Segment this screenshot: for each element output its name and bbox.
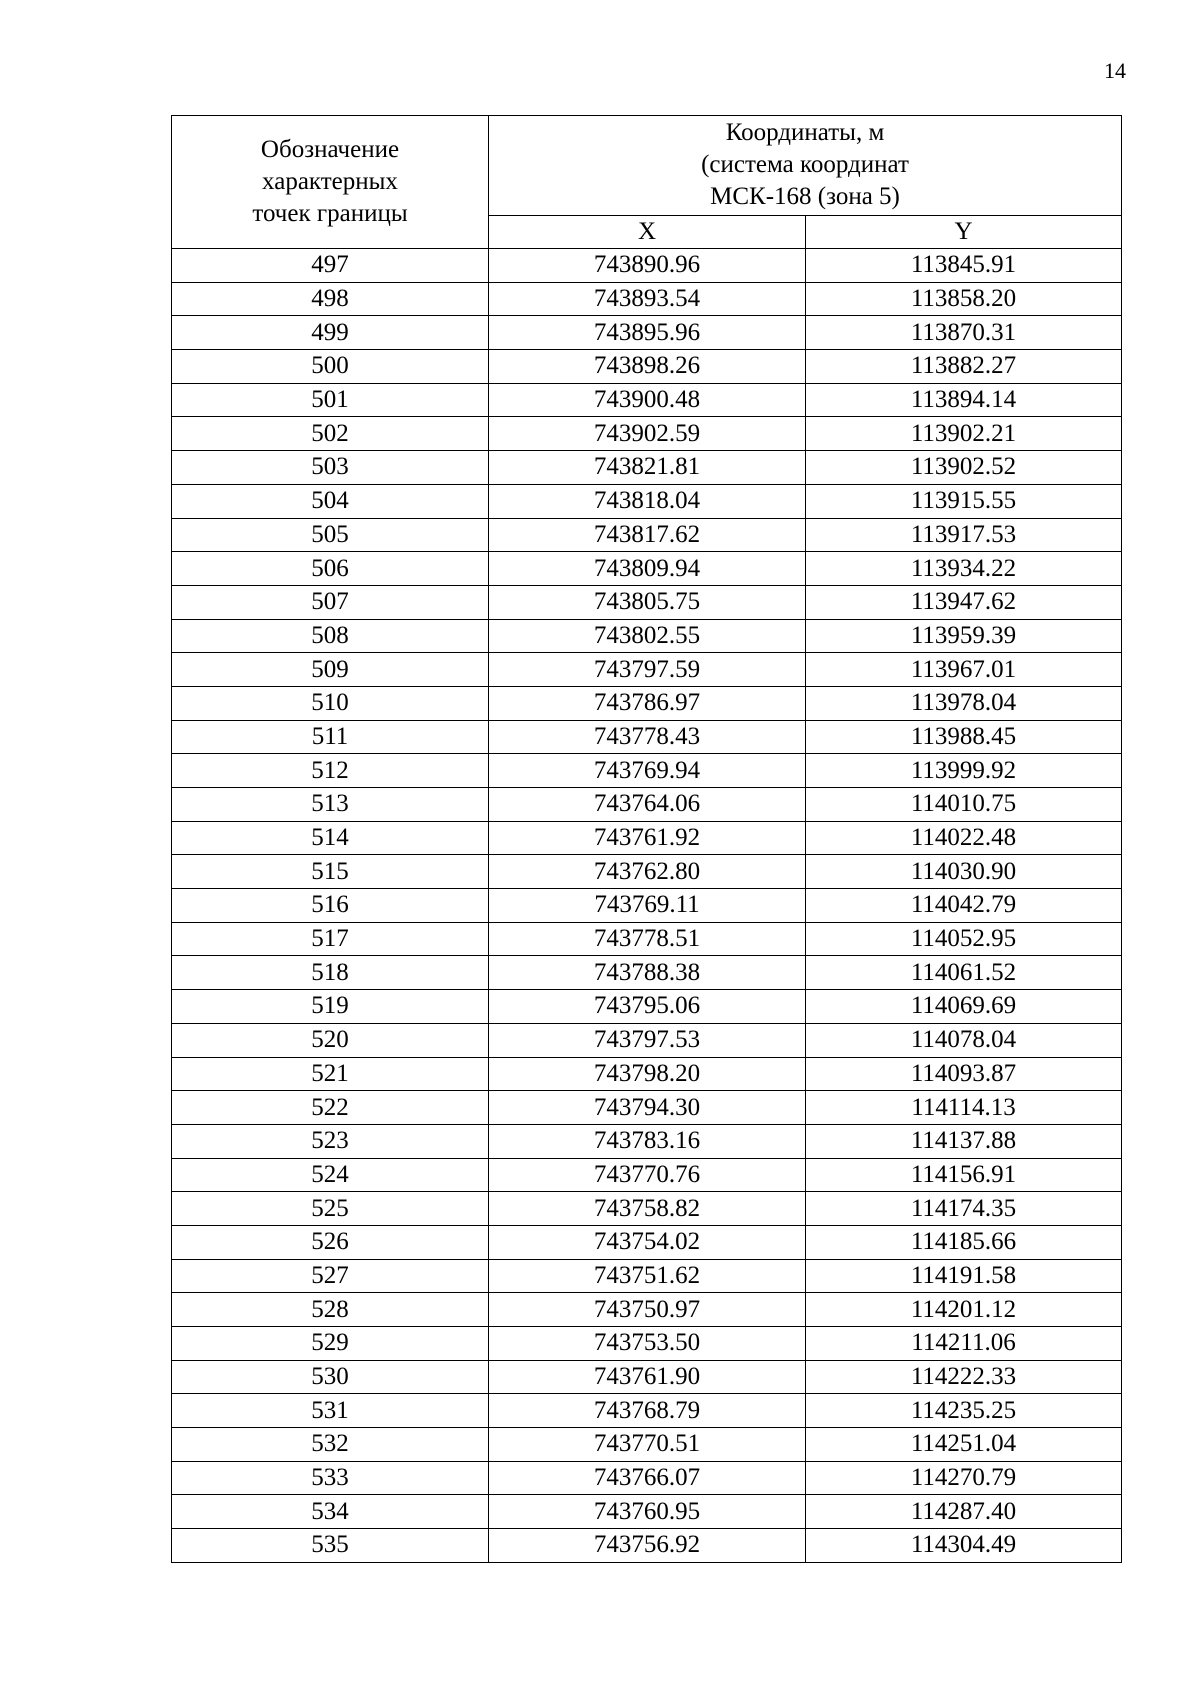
point-cell: 512 bbox=[172, 754, 489, 788]
point-cell: 523 bbox=[172, 1124, 489, 1158]
point-cell: 530 bbox=[172, 1360, 489, 1394]
table-row bbox=[172, 1091, 1122, 1125]
x-cell: 743794.30 bbox=[489, 1091, 806, 1125]
y-cell: 114069.69 bbox=[806, 990, 1122, 1024]
y-cell: 114022.48 bbox=[806, 821, 1122, 855]
header-coordinates bbox=[489, 116, 1122, 216]
y-cell: 114185.66 bbox=[806, 1225, 1122, 1259]
x-cell: 743898.26 bbox=[489, 350, 806, 384]
table-row bbox=[172, 518, 1122, 552]
x-cell: 743770.51 bbox=[489, 1428, 806, 1462]
table-row bbox=[172, 754, 1122, 788]
y-cell: 114191.58 bbox=[806, 1259, 1122, 1293]
table-row bbox=[172, 282, 1122, 316]
point-cell: 522 bbox=[172, 1091, 489, 1125]
x-cell: 743758.82 bbox=[489, 1192, 806, 1226]
table-body bbox=[172, 249, 1122, 1563]
header-designation bbox=[172, 116, 489, 249]
point-cell: 528 bbox=[172, 1293, 489, 1327]
point-cell: 515 bbox=[172, 855, 489, 889]
x-cell: 743778.43 bbox=[489, 720, 806, 754]
x-cell: 743818.04 bbox=[489, 484, 806, 518]
x-cell: 743786.97 bbox=[489, 686, 806, 720]
table-row bbox=[172, 451, 1122, 485]
table-row bbox=[172, 1394, 1122, 1428]
table-row bbox=[172, 619, 1122, 653]
header-coordinates-line: МСК-168 (зона 5) bbox=[710, 183, 900, 211]
y-cell: 114061.52 bbox=[806, 956, 1122, 990]
x-cell: 743900.48 bbox=[489, 383, 806, 417]
y-cell: 114235.25 bbox=[806, 1394, 1122, 1428]
point-cell: 516 bbox=[172, 889, 489, 923]
x-cell: 743797.53 bbox=[489, 1023, 806, 1057]
point-cell: 526 bbox=[172, 1225, 489, 1259]
y-cell: 113978.04 bbox=[806, 686, 1122, 720]
y-cell: 114042.79 bbox=[806, 889, 1122, 923]
y-cell: 114078.04 bbox=[806, 1023, 1122, 1057]
y-cell: 114251.04 bbox=[806, 1428, 1122, 1462]
y-cell: 114010.75 bbox=[806, 788, 1122, 822]
x-cell: 743760.95 bbox=[489, 1495, 806, 1529]
y-cell: 114114.13 bbox=[806, 1091, 1122, 1125]
header-designation-line: Обозначение bbox=[260, 136, 400, 163]
y-cell: 114052.95 bbox=[806, 922, 1122, 956]
x-cell: 743788.38 bbox=[489, 956, 806, 990]
table-row bbox=[172, 1225, 1122, 1259]
x-cell: 743809.94 bbox=[489, 552, 806, 586]
point-cell: 505 bbox=[172, 518, 489, 552]
y-cell: 114030.90 bbox=[806, 855, 1122, 889]
y-cell: 113894.14 bbox=[806, 383, 1122, 417]
table-row bbox=[172, 1495, 1122, 1529]
y-cell: 113988.45 bbox=[806, 720, 1122, 754]
header-x: X bbox=[489, 215, 806, 248]
y-cell: 113858.20 bbox=[806, 282, 1122, 316]
table-row bbox=[172, 350, 1122, 384]
table-row bbox=[172, 788, 1122, 822]
y-cell: 113934.22 bbox=[806, 552, 1122, 586]
y-cell: 114304.49 bbox=[806, 1529, 1122, 1563]
table-row bbox=[172, 855, 1122, 889]
x-cell: 743797.59 bbox=[489, 653, 806, 687]
point-cell: 509 bbox=[172, 653, 489, 687]
y-cell: 113870.31 bbox=[806, 316, 1122, 350]
table-row bbox=[172, 383, 1122, 417]
header-coordinates-line: (система координат bbox=[701, 151, 909, 179]
y-cell: 114093.87 bbox=[806, 1057, 1122, 1091]
x-cell: 743798.20 bbox=[489, 1057, 806, 1091]
x-cell: 743778.51 bbox=[489, 922, 806, 956]
table-row bbox=[172, 720, 1122, 754]
table-row bbox=[172, 889, 1122, 923]
x-cell: 743750.97 bbox=[489, 1293, 806, 1327]
x-cell: 743751.62 bbox=[489, 1259, 806, 1293]
point-cell: 506 bbox=[172, 552, 489, 586]
x-cell: 743805.75 bbox=[489, 585, 806, 619]
y-cell: 113882.27 bbox=[806, 350, 1122, 384]
x-cell: 743817.62 bbox=[489, 518, 806, 552]
header-row-top bbox=[172, 116, 1122, 216]
table-row bbox=[172, 417, 1122, 451]
header-coordinates-line: Координаты, м bbox=[725, 119, 885, 147]
table-row bbox=[172, 1057, 1122, 1091]
coordinates-table bbox=[171, 115, 1122, 1563]
table-row bbox=[172, 1158, 1122, 1192]
y-cell: 114287.40 bbox=[806, 1495, 1122, 1529]
y-cell: 113959.39 bbox=[806, 619, 1122, 653]
point-cell: 510 bbox=[172, 686, 489, 720]
x-cell: 743802.55 bbox=[489, 619, 806, 653]
point-cell: 508 bbox=[172, 619, 489, 653]
table-row bbox=[172, 1124, 1122, 1158]
point-cell: 517 bbox=[172, 922, 489, 956]
y-cell: 114211.06 bbox=[806, 1327, 1122, 1361]
point-cell: 518 bbox=[172, 956, 489, 990]
point-cell: 535 bbox=[172, 1529, 489, 1563]
point-cell: 502 bbox=[172, 417, 489, 451]
y-cell: 114222.33 bbox=[806, 1360, 1122, 1394]
table-row bbox=[172, 653, 1122, 687]
x-cell: 743762.80 bbox=[489, 855, 806, 889]
table-row bbox=[172, 249, 1122, 283]
table-row bbox=[172, 956, 1122, 990]
x-cell: 743783.16 bbox=[489, 1124, 806, 1158]
point-cell: 498 bbox=[172, 282, 489, 316]
table-row bbox=[172, 1293, 1122, 1327]
y-cell: 114137.88 bbox=[806, 1124, 1122, 1158]
x-cell: 743756.92 bbox=[489, 1529, 806, 1563]
point-cell: 533 bbox=[172, 1461, 489, 1495]
x-cell: 743766.07 bbox=[489, 1461, 806, 1495]
x-cell: 743902.59 bbox=[489, 417, 806, 451]
x-cell: 743770.76 bbox=[489, 1158, 806, 1192]
y-cell: 113999.92 bbox=[806, 754, 1122, 788]
table-row bbox=[172, 1428, 1122, 1462]
table-row bbox=[172, 990, 1122, 1024]
table-header bbox=[172, 116, 1122, 249]
y-cell: 113917.53 bbox=[806, 518, 1122, 552]
point-cell: 525 bbox=[172, 1192, 489, 1226]
table-row bbox=[172, 316, 1122, 350]
table-row bbox=[172, 552, 1122, 586]
x-cell: 743761.90 bbox=[489, 1360, 806, 1394]
point-cell: 531 bbox=[172, 1394, 489, 1428]
table-row bbox=[172, 1529, 1122, 1563]
point-cell: 499 bbox=[172, 316, 489, 350]
table-row bbox=[172, 1327, 1122, 1361]
point-cell: 507 bbox=[172, 585, 489, 619]
page-number: 14 bbox=[1104, 58, 1126, 83]
y-cell: 113902.21 bbox=[806, 417, 1122, 451]
table-row bbox=[172, 585, 1122, 619]
x-cell: 743769.11 bbox=[489, 889, 806, 923]
x-cell: 743895.96 bbox=[489, 316, 806, 350]
table-row bbox=[172, 821, 1122, 855]
point-cell: 497 bbox=[172, 249, 489, 283]
point-cell: 520 bbox=[172, 1023, 489, 1057]
header-designation-line: характерных bbox=[262, 168, 398, 195]
point-cell: 529 bbox=[172, 1327, 489, 1361]
point-cell: 519 bbox=[172, 990, 489, 1024]
point-cell: 527 bbox=[172, 1259, 489, 1293]
table-row bbox=[172, 1360, 1122, 1394]
table-row bbox=[172, 1259, 1122, 1293]
table-row bbox=[172, 1023, 1122, 1057]
table-row bbox=[172, 1461, 1122, 1495]
point-cell: 513 bbox=[172, 788, 489, 822]
x-cell: 743753.50 bbox=[489, 1327, 806, 1361]
x-cell: 743890.96 bbox=[489, 249, 806, 283]
point-cell: 500 bbox=[172, 350, 489, 384]
point-cell: 524 bbox=[172, 1158, 489, 1192]
y-cell: 114156.91 bbox=[806, 1158, 1122, 1192]
y-cell: 113915.55 bbox=[806, 484, 1122, 518]
point-cell: 521 bbox=[172, 1057, 489, 1091]
table-row bbox=[172, 922, 1122, 956]
x-cell: 743764.06 bbox=[489, 788, 806, 822]
point-cell: 511 bbox=[172, 720, 489, 754]
x-cell: 743795.06 bbox=[489, 990, 806, 1024]
y-cell: 114201.12 bbox=[806, 1293, 1122, 1327]
table-row bbox=[172, 484, 1122, 518]
y-cell: 113845.91 bbox=[806, 249, 1122, 283]
point-cell: 504 bbox=[172, 484, 489, 518]
x-cell: 743821.81 bbox=[489, 451, 806, 485]
point-cell: 534 bbox=[172, 1495, 489, 1529]
table-row bbox=[172, 686, 1122, 720]
x-cell: 743761.92 bbox=[489, 821, 806, 855]
y-cell: 113947.62 bbox=[806, 585, 1122, 619]
y-cell: 113967.01 bbox=[806, 653, 1122, 687]
y-cell: 114270.79 bbox=[806, 1461, 1122, 1495]
point-cell: 501 bbox=[172, 383, 489, 417]
y-cell: 114174.35 bbox=[806, 1192, 1122, 1226]
header-designation-line: точек границы bbox=[252, 200, 408, 227]
header-y: Y bbox=[806, 215, 1122, 248]
point-cell: 514 bbox=[172, 821, 489, 855]
point-cell: 503 bbox=[172, 451, 489, 485]
table-row bbox=[172, 1192, 1122, 1226]
point-cell: 532 bbox=[172, 1428, 489, 1462]
y-cell: 113902.52 bbox=[806, 451, 1122, 485]
x-cell: 743768.79 bbox=[489, 1394, 806, 1428]
x-cell: 743893.54 bbox=[489, 282, 806, 316]
x-cell: 743754.02 bbox=[489, 1225, 806, 1259]
x-cell: 743769.94 bbox=[489, 754, 806, 788]
